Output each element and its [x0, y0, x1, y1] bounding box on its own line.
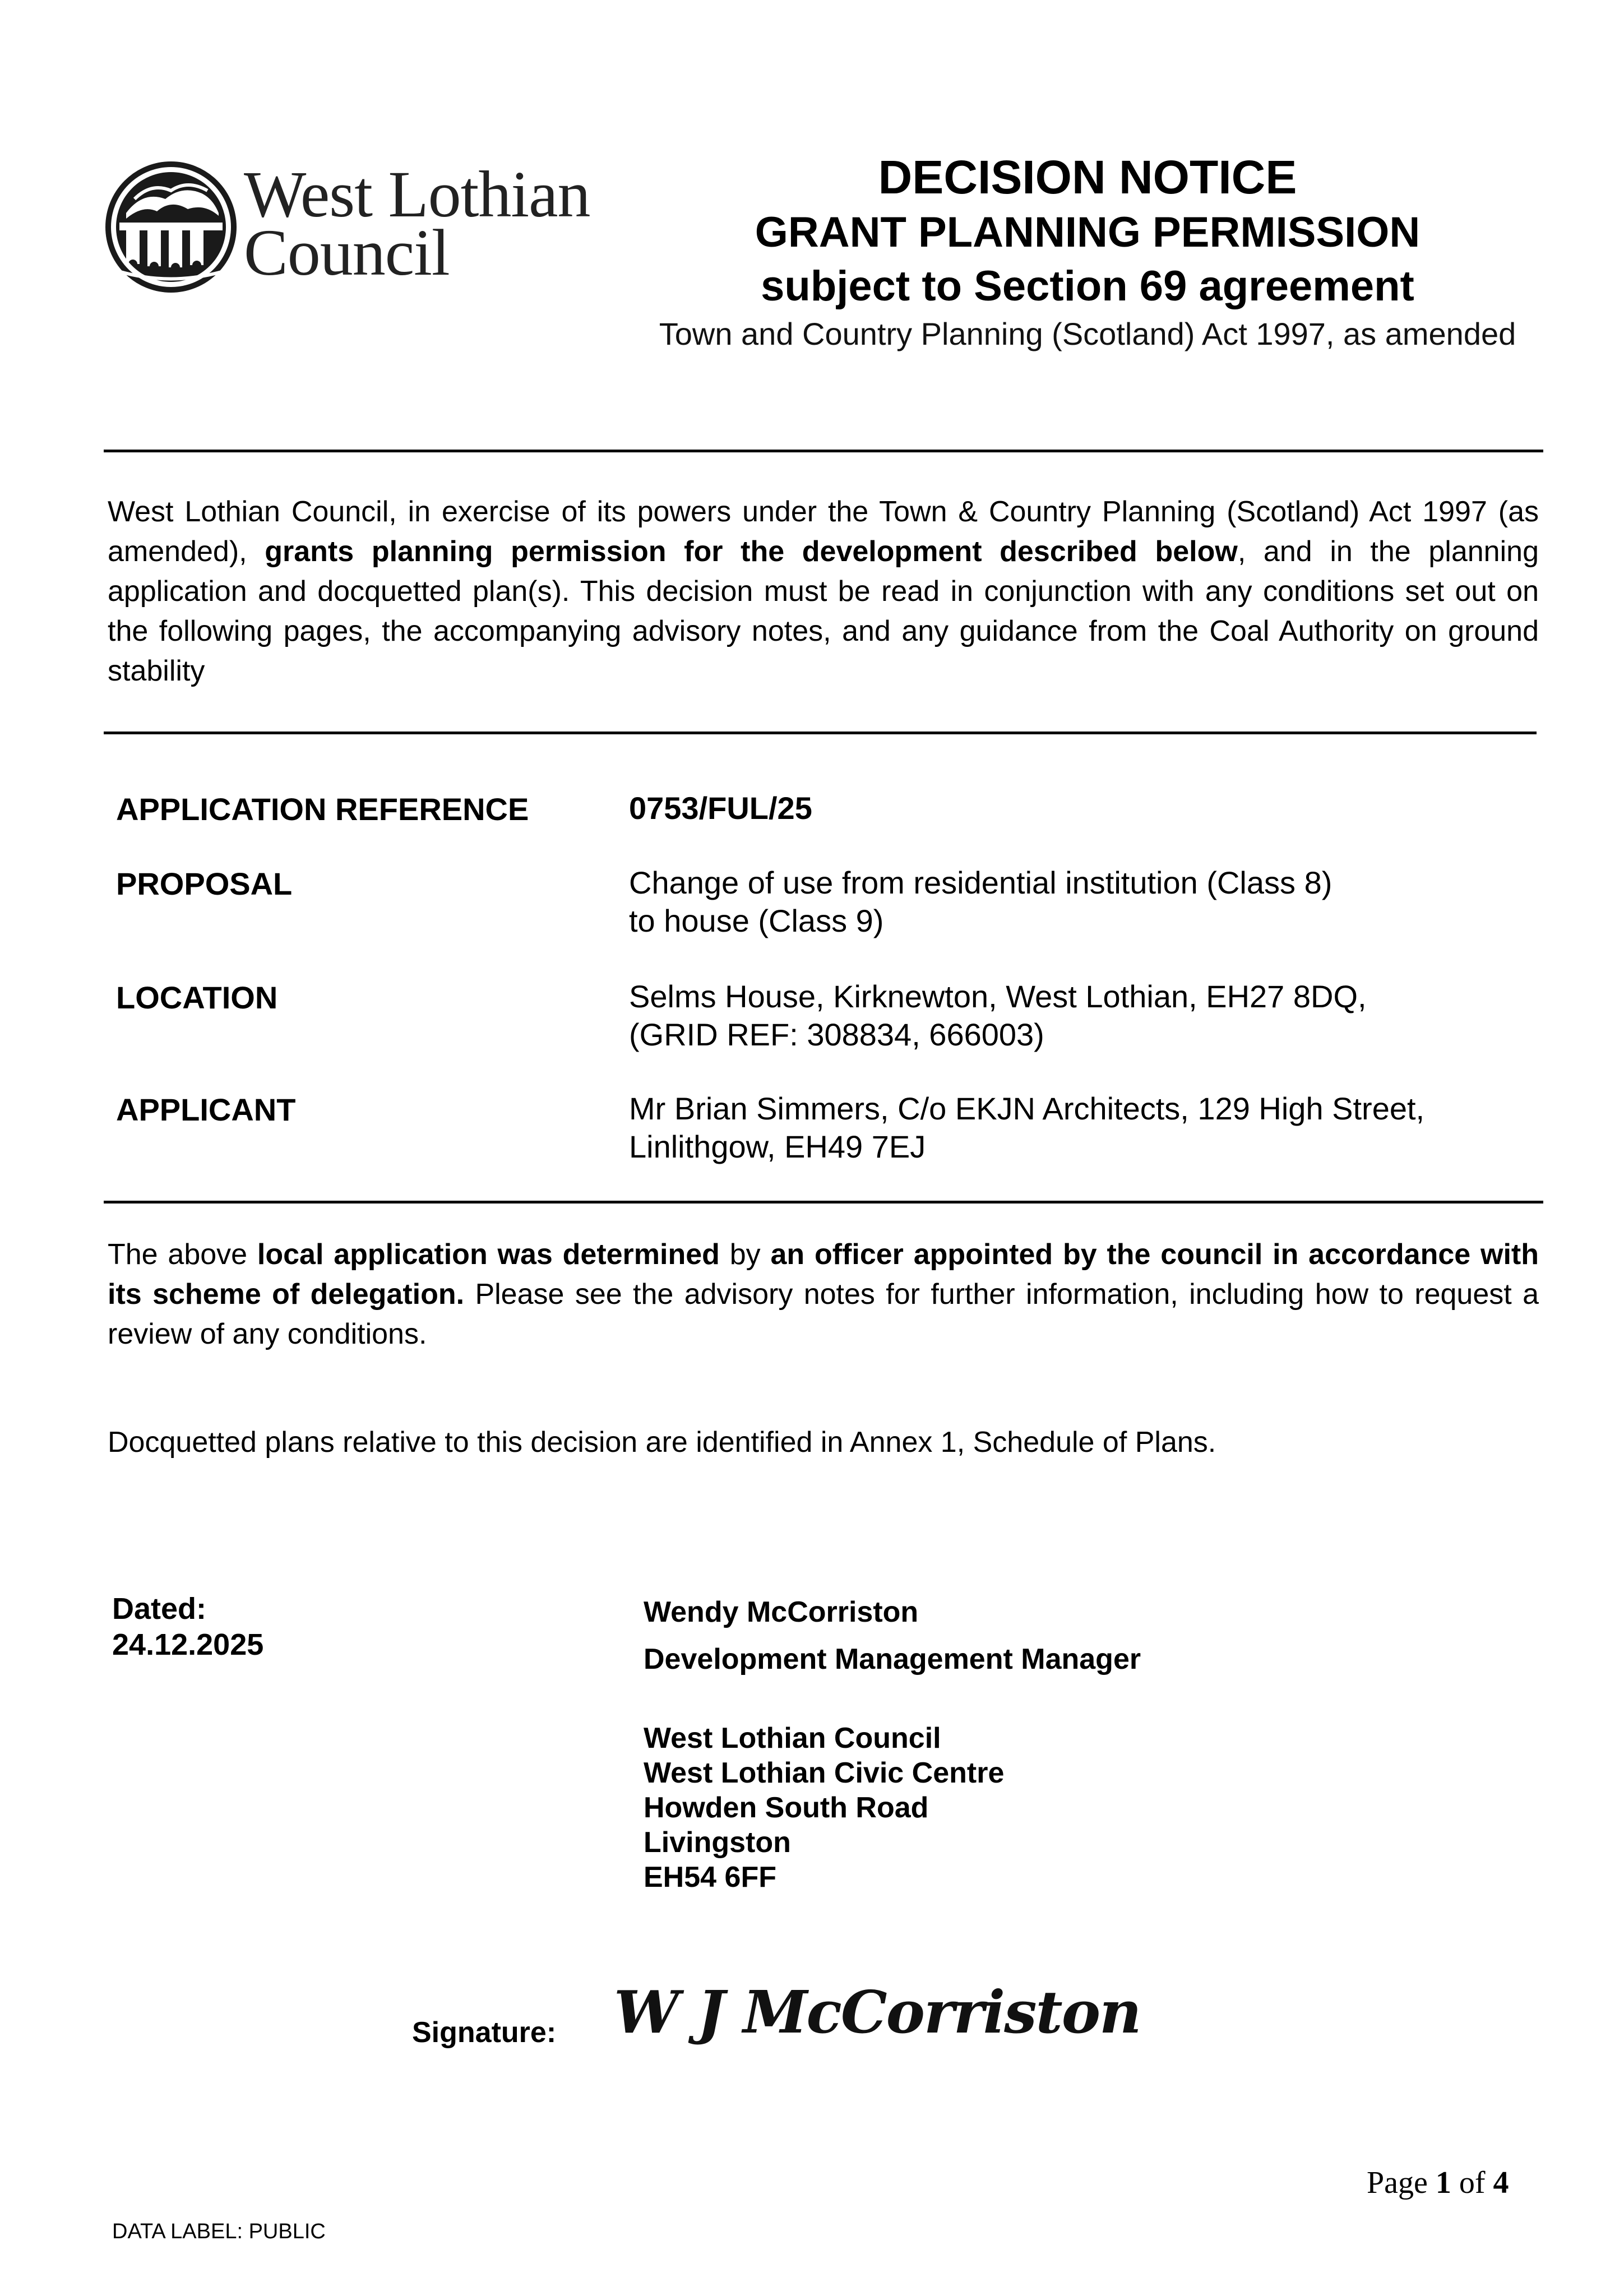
council-logo-wordmark — [244, 158, 590, 289]
notice-title: DECISION NOTICE — [878, 151, 1297, 203]
data-label: DATA LABEL: PUBLIC — [112, 2220, 326, 2243]
location-value — [629, 978, 1367, 1054]
applicant-line-2: Linlithgow, EH49 7EJ — [629, 1129, 926, 1164]
divider-2 — [104, 732, 1537, 734]
determination-text-1: The above — [108, 1238, 257, 1271]
proposal-line-2: to house (Class 9) — [629, 903, 884, 938]
address-line: Howden South Road — [644, 1792, 929, 1824]
officer-name: Wendy McCorriston — [644, 1596, 919, 1628]
location-line-2: (GRID REF: 308834, 666003) — [629, 1017, 1044, 1052]
application-reference-label: APPLICATION REFERENCE — [116, 791, 529, 827]
applicant-value — [629, 1090, 1424, 1166]
applicant-line-1: Mr Brian Simmers, C/o EKJN Architects, 129 High Street, — [629, 1091, 1425, 1126]
page-indicator — [1367, 2165, 1509, 2201]
notice-subtitle: GRANT PLANNING PERMISSION — [755, 209, 1421, 256]
determination-bold-2: an officer appointed by the council in accordance with its scheme of delegation. — [108, 1238, 1539, 1311]
viaduct-emblem-icon — [104, 160, 238, 294]
notice-subheading: subject to Section 69 agreement — [761, 262, 1414, 310]
proposal-line-1: Change of use from residential institution (Class 8) — [629, 865, 1332, 900]
dated-label: Dated: — [112, 1592, 207, 1626]
address-line: West Lothian Council — [644, 1722, 941, 1755]
intro-bold: grants planning permission for the development described below — [265, 535, 1238, 568]
determination-text-2: by — [719, 1238, 771, 1271]
location-label: LOCATION — [116, 980, 278, 1015]
logo-line-1: West Lothian — [244, 158, 590, 231]
address-line: West Lothian Civic Centre — [644, 1757, 1005, 1789]
determination-bold-1: local application was determined — [257, 1238, 720, 1271]
location-line-1: Selms House, Kirknewton, West Lothian, EH27 8DQ, — [629, 979, 1367, 1014]
notice-header — [617, 149, 1558, 355]
divider-3 — [104, 1201, 1543, 1203]
docquetted-plans-note: Docquetted plans relative to this decision are identified in Annex 1, Schedule of Plans. — [108, 1426, 1216, 1459]
logo-line-2: Council — [244, 216, 450, 289]
page-of: of — [1459, 2165, 1486, 2200]
handwritten-signature: W J McCorriston — [614, 1978, 1141, 2047]
officer-block — [644, 1589, 1141, 1683]
page-current: 1 — [1435, 2165, 1451, 2200]
council-logo — [104, 160, 614, 300]
determination-paragraph — [108, 1235, 1539, 1354]
address-line: Livingston — [644, 1826, 791, 1859]
dated-value: 24.12.2025 — [112, 1628, 264, 1661]
applicant-label: APPLICANT — [116, 1092, 296, 1127]
determination-text-3: Please see the advisory notes for further information, including how to request a review of any conditions. — [108, 1278, 1539, 1350]
page-total: 4 — [1493, 2165, 1509, 2200]
proposal-value — [629, 864, 1332, 940]
address-line: EH54 6FF — [644, 1861, 776, 1894]
application-reference-value: 0753/FUL/25 — [629, 790, 812, 826]
page-word: Page — [1367, 2165, 1428, 2200]
proposal-label: PROPOSAL — [116, 866, 293, 901]
notice-act: Town and Country Planning (Scotland) Act 1997, as amended — [659, 316, 1516, 351]
signature-label: Signature: — [412, 2016, 557, 2049]
council-address — [644, 1721, 1004, 1895]
officer-role: Development Management Manager — [644, 1643, 1141, 1675]
intro-text-2: , and in the planning application and docquetted plan(s). This decision must be read in conjunction with any conditions set out on the following pages, the accompanying advisory notes, and any guidance from the Coal Authority on ground stability — [108, 535, 1539, 687]
intro-text-1: West Lothian Council, in exercise of its powers under the Town & Country Planning (Scotland) Act 1997 (as amended), — [108, 496, 1539, 568]
intro-paragraph — [108, 492, 1539, 691]
divider-1 — [104, 450, 1543, 452]
